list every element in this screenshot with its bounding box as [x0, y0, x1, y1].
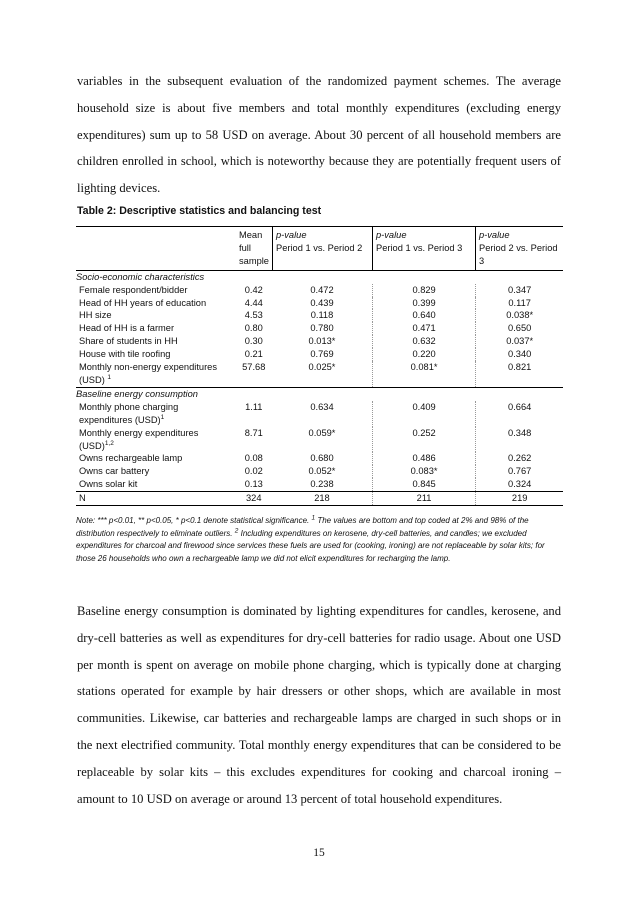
p12-value: 0.013*	[272, 335, 373, 348]
note-part: Including expenditures on kerosene, dry-cell batteries, and candles; we excluded expenditures for charcoal and firewood since services these fuels are used for (cooking, ironing) are not replaceable by solar kits; for those 26 households who own a rechargeable lamp we did not elicit expenditures for recharging the lamp.	[76, 528, 545, 564]
p23-value: 0.348	[508, 427, 532, 438]
row-label-line-1: Monthly energy expenditures	[79, 427, 199, 438]
table-row	[76, 452, 563, 465]
header-p-label: p-value	[276, 230, 307, 240]
row-label	[76, 361, 235, 387]
p23-value: 0.117	[508, 297, 531, 308]
p12-value: 0.059*	[272, 427, 373, 453]
p13-value: 0.632	[373, 335, 477, 348]
p13-value: 0.081*	[373, 361, 477, 387]
mean-value: 324	[246, 493, 262, 504]
mean-value: 0.80	[244, 323, 263, 334]
row-label: N	[79, 493, 86, 504]
row-label: Owns car battery	[79, 466, 150, 477]
footnote-marker: 2	[234, 527, 239, 535]
row-label-line-1: Monthly phone charging	[79, 401, 179, 412]
p23-value: 0.262	[508, 453, 532, 464]
table-row	[76, 465, 563, 478]
header-p23-text: Period 2 vs. Period 3	[479, 242, 558, 266]
table-row	[76, 309, 563, 322]
row-label-line-2: (USD)	[79, 440, 105, 451]
footnote-marker: 1	[107, 373, 112, 381]
p12-value: 0.634	[272, 401, 373, 427]
p12-value: 218	[272, 492, 373, 505]
p23-value: 0.347	[508, 284, 532, 295]
section-label: Baseline energy consumption	[76, 388, 198, 399]
mean-value: 8.71	[244, 427, 263, 438]
header-mean-full-sample	[236, 227, 273, 270]
mean-value: 1.11	[245, 401, 263, 412]
footnote-marker: 1	[160, 413, 165, 421]
p12-value: 0.118	[272, 309, 373, 322]
p23-value: 0.340	[508, 349, 532, 360]
descriptive-statistics-table	[76, 226, 563, 506]
table-row	[76, 297, 563, 310]
p12-value: 0.439	[272, 297, 373, 310]
header-p-period-1-vs-3	[373, 227, 476, 270]
table-row	[76, 335, 563, 348]
row-label-line-1: Monthly non-energy expenditures	[79, 362, 217, 373]
header-mean-line-3: sample	[239, 255, 269, 266]
table-row	[76, 478, 563, 491]
table-row-n	[76, 491, 563, 506]
table-title: Table 2: Descriptive statistics and balancing test	[77, 205, 322, 217]
mean-value: 57.68	[242, 362, 266, 373]
section-label: Socio-economic characteristics	[76, 271, 205, 282]
header-p-label: p-value	[376, 230, 407, 240]
p23-value: 219	[511, 493, 528, 504]
p13-value: 0.220	[373, 348, 477, 361]
header-p-period-2-vs-3	[476, 227, 563, 270]
table-row	[76, 427, 563, 453]
p23-value: 0.767	[508, 466, 532, 477]
mean-value: 0.08	[244, 453, 263, 464]
p23-value: 0.821	[508, 362, 532, 373]
p13-value: 0.845	[373, 478, 477, 491]
section-baseline-energy	[76, 387, 563, 401]
mean-value: 0.30	[244, 336, 263, 347]
table-row	[76, 348, 563, 361]
row-label: Share of students in HH	[79, 336, 178, 347]
row-label: House with tile roofing	[79, 349, 171, 360]
p13-value: 211	[373, 492, 477, 505]
header-p-period-1-vs-2	[273, 227, 373, 270]
p23-value: 0.038*	[506, 310, 534, 321]
p12-value: 0.680	[272, 452, 373, 465]
row-label: Head of HH years of education	[79, 297, 207, 308]
header-p12-text: Period 1 vs. Period 2	[276, 242, 363, 253]
p13-value: 0.409	[373, 401, 477, 427]
header-p-label: p-value	[479, 230, 510, 240]
footnote-marker: 1	[311, 514, 316, 522]
p12-value: 0.769	[272, 348, 373, 361]
row-label: Female respondent/bidder	[79, 284, 188, 295]
p13-value: 0.640	[373, 309, 477, 322]
p13-value: 0.471	[373, 322, 477, 335]
p12-value: 0.052*	[272, 465, 373, 478]
p12-value: 0.780	[272, 322, 373, 335]
header-blank-cell	[76, 227, 236, 270]
p13-value: 0.252	[373, 427, 477, 453]
header-mean-line-1: Mean	[239, 230, 263, 240]
row-label: HH size	[79, 310, 112, 321]
mean-value: 4.44	[244, 297, 263, 308]
table-header-row	[76, 226, 563, 271]
row-label: Owns solar kit	[79, 479, 138, 490]
footnote-marker: 1,2	[104, 439, 114, 447]
p13-value: 0.083*	[373, 465, 477, 478]
header-mean-line-2: full	[239, 242, 251, 253]
header-p13-text: Period 1 vs. Period 3	[376, 242, 463, 253]
p12-value: 0.025*	[272, 361, 373, 387]
row-label	[76, 401, 235, 427]
page-number: 15	[313, 847, 325, 859]
p13-value: 0.486	[373, 452, 477, 465]
table-row	[76, 284, 563, 297]
mean-value: 0.13	[244, 479, 263, 490]
row-label	[76, 427, 235, 453]
row-label-line-2: (USD)	[79, 374, 105, 385]
mean-value: 0.02	[244, 466, 263, 477]
row-label: Owns rechargeable lamp	[79, 453, 183, 464]
p23-value: 0.650	[508, 323, 532, 334]
table-row	[76, 361, 563, 387]
paragraph-intro: variables in the subsequent evaluation of the randomized payment schemes. The average household size is about five members and total monthly expenditures (excluding energy expenditures) sum up to 58 USD on average. About 30 percent of all household members are children enrolled in school, which is noteworthy because they are potentially frequent users of lighting devices.	[77, 74, 561, 196]
mean-value: 0.42	[244, 284, 263, 295]
table-row	[76, 322, 563, 335]
table-row	[76, 401, 563, 427]
p12-value: 0.238	[272, 478, 373, 491]
p13-value: 0.829	[373, 284, 477, 297]
row-label: Head of HH is a farmer	[79, 323, 175, 334]
paragraph-energy-consumption: Baseline energy consumption is dominated by lighting expenditures for candles, kerosene, and dry-cell batteries as well as expenditures for dry-cell batteries for radio usage. About one USD per month is spent on average on mobile phone charging, which is typically done at charging stations operated for example by hair dressers or other shops, which are available in most communities. Likewise, car batteries and rechargeable lamps are charged in such shops or in the next electrified community. Total monthly energy expenditures that can be considered to be replaceable by solar kits – this excludes expenditures for cooking and charcoal ironing – amount to 10 USD on average or around 13 percent of total household expenditures.	[77, 604, 561, 806]
row-label-line-2: expenditures (USD)	[79, 414, 161, 425]
p23-value: 0.037*	[506, 336, 534, 347]
p23-value: 0.324	[508, 479, 532, 490]
table-note	[76, 515, 563, 566]
mean-value: 4.53	[244, 310, 263, 321]
p23-value: 0.664	[508, 401, 532, 412]
section-socio-economic	[76, 271, 563, 284]
p12-value: 0.472	[272, 284, 373, 297]
mean-value: 0.21	[244, 349, 263, 360]
note-part: The values are bottom and top coded at 2% and 98% of the distribution respectively to eliminate outliers.	[76, 516, 529, 538]
note-part: Note: *** p<0.01, ** p<0.05, * p<0.1 denote statistical significance.	[76, 516, 312, 525]
p13-value: 0.399	[373, 297, 477, 310]
